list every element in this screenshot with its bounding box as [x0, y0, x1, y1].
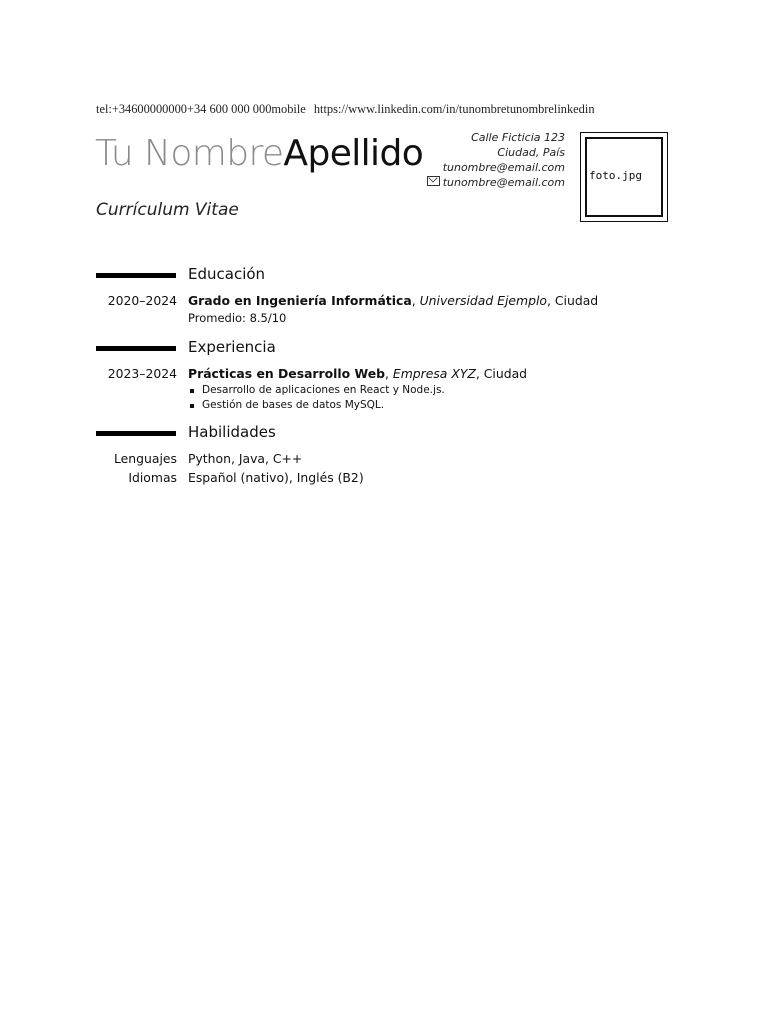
bullet-item: Gestión de bases de datos MySQL.	[188, 398, 676, 413]
section-title: Educación	[188, 265, 266, 283]
skill-label: Lenguajes	[114, 451, 177, 466]
address-block	[427, 130, 565, 190]
role: Prácticas en Desarrollo Web	[188, 366, 385, 381]
section-header	[96, 338, 676, 360]
section-experience	[96, 338, 676, 413]
email-link[interactable]: tunombre@email.com	[442, 176, 565, 189]
entry-years: 2023–2024	[107, 366, 177, 381]
institution: Universidad Ejemplo	[419, 293, 548, 308]
experience-entry	[96, 364, 676, 413]
skill-value: Español (nativo), Inglés (B2)	[188, 470, 364, 485]
last-name: Apellido	[283, 133, 424, 174]
photo-frame	[580, 132, 668, 222]
first-name: Tu Nombre	[95, 133, 284, 174]
email-row	[427, 175, 565, 190]
phone-link[interactable]: tel:+34600000000+34 600 000 000mobile	[96, 102, 306, 116]
section-header	[96, 423, 676, 445]
city: Ciudad	[554, 293, 599, 308]
email-text: tunombre@email.com	[442, 161, 565, 174]
skill-value: Python, Java, C++	[188, 451, 303, 466]
degree: Grado en Ingeniería Informática	[188, 293, 412, 308]
city: Ciudad	[483, 366, 528, 381]
cv-subtitle: Currículum Vitae	[96, 200, 239, 220]
entry-title: Prácticas en Desarrollo Web, Empresa XYZ, Ciudad	[188, 366, 528, 381]
company: Empresa XYZ	[392, 366, 476, 381]
section-education	[96, 265, 676, 326]
full-name	[95, 133, 424, 174]
skill-row	[96, 449, 676, 468]
section-header	[96, 265, 676, 287]
skill-row	[96, 468, 676, 487]
linkedin-link[interactable]: https://www.linkedin.com/in/tunombretunombrelinkedin	[313, 102, 595, 116]
envelope-icon	[427, 176, 440, 186]
entry-detail: Promedio: 8.5/10	[188, 311, 287, 325]
section-rule	[96, 273, 176, 278]
experience-bullets	[188, 383, 676, 413]
section-title: Experiencia	[188, 338, 276, 356]
section-title: Habilidades	[188, 423, 276, 441]
skill-label: Idiomas	[128, 470, 177, 485]
entry-title: Grado en Ingeniería Informática, Universidad Ejemplo, Ciudad	[188, 293, 599, 308]
section-rule	[96, 346, 176, 351]
address-line-2: Ciudad, País	[497, 146, 565, 159]
address-line-1: Calle Ficticia 123	[471, 131, 565, 144]
section-rule	[96, 431, 176, 436]
photo-placeholder-label: foto.jpg	[589, 169, 642, 182]
entry-years: 2020–2024	[107, 293, 177, 308]
contact-line	[96, 102, 595, 117]
section-skills	[96, 423, 676, 487]
education-entry	[96, 291, 676, 326]
bullet-item: Desarrollo de aplicaciones en React y Node.js.	[188, 383, 676, 398]
